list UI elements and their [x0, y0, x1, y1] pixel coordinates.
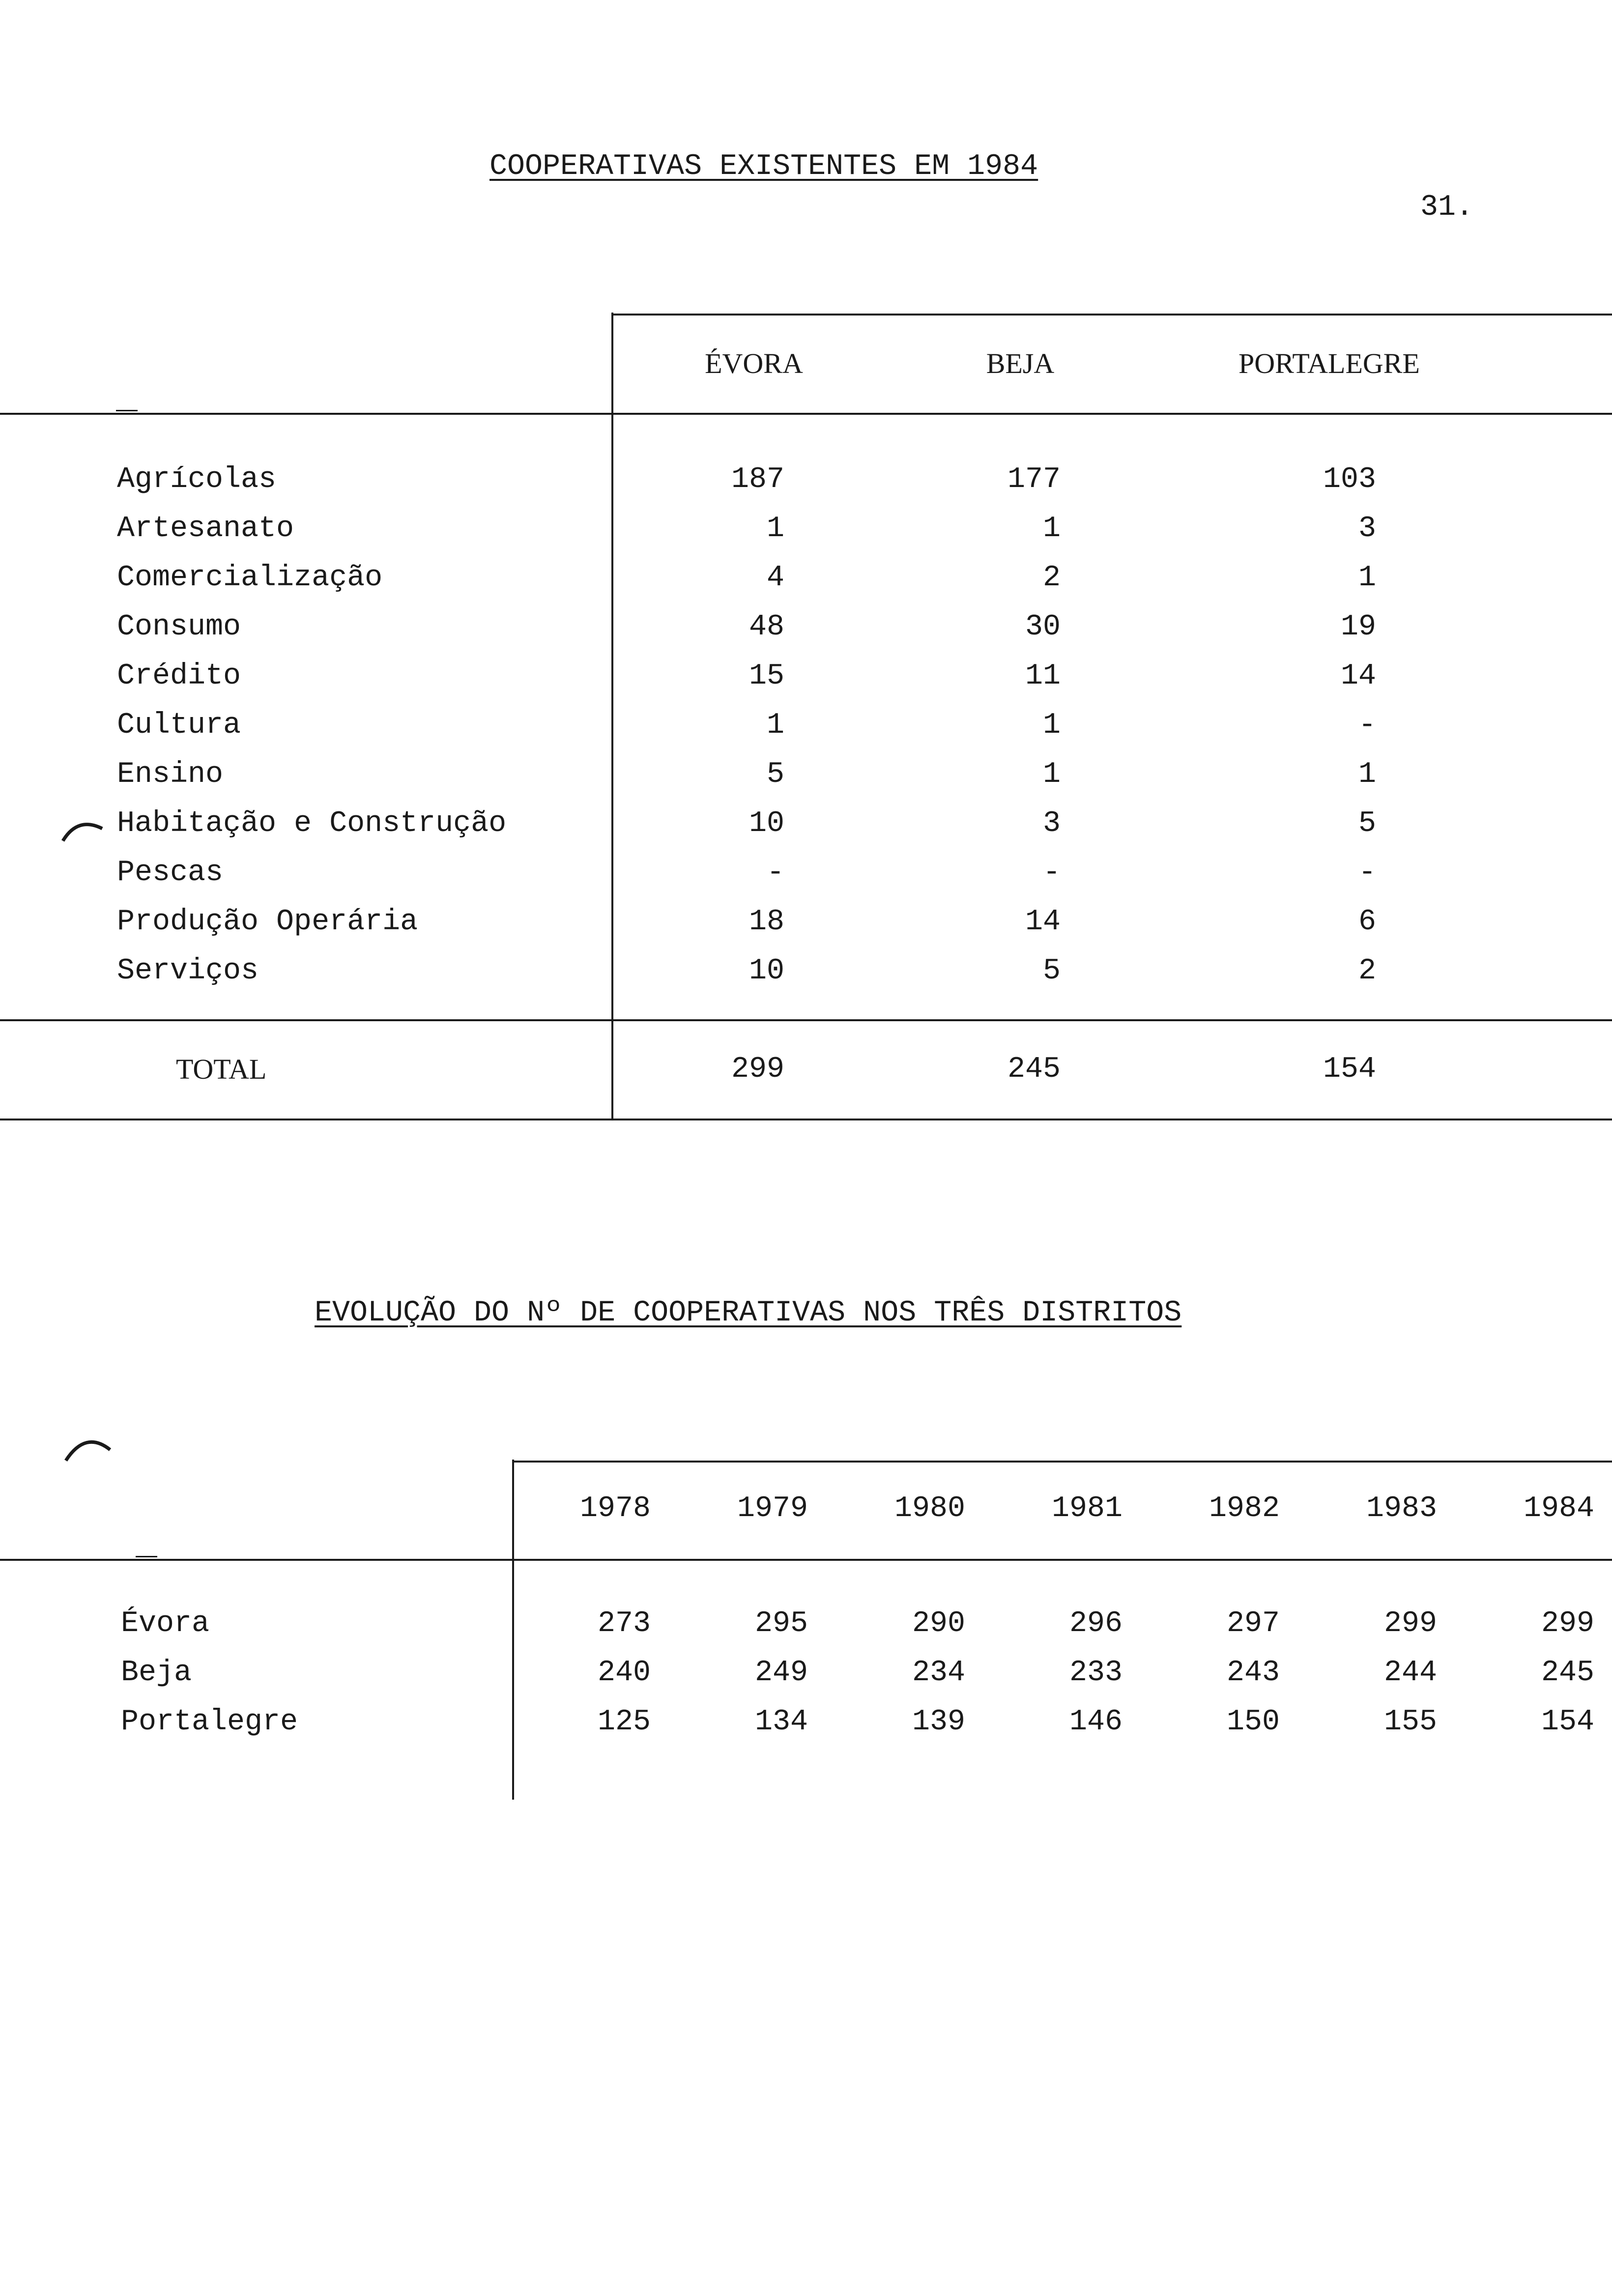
value-1980: 234 — [912, 1656, 965, 1690]
value-portalegre: 103 — [1323, 463, 1376, 496]
total-beja: 245 — [1007, 1053, 1061, 1086]
table1-col-header: ÉVORA — [705, 347, 803, 379]
value-1981: 296 — [1069, 1607, 1123, 1640]
value-1982: 150 — [1226, 1705, 1280, 1739]
row-label: Crédito — [117, 660, 241, 693]
value-1981: 233 — [1069, 1656, 1123, 1690]
value-portalegre: 6 — [1358, 905, 1376, 939]
table1-stub-divider — [611, 313, 613, 1119]
value-1983: 155 — [1383, 1705, 1437, 1739]
table2-year-header: 1980 — [894, 1492, 965, 1525]
value-1984: 299 — [1541, 1607, 1594, 1640]
value-1979: 134 — [754, 1705, 808, 1739]
table2-top-rule — [513, 1461, 1612, 1463]
value-1983: 299 — [1383, 1607, 1437, 1640]
value-1978: 240 — [597, 1656, 651, 1690]
value-evora: 1 — [766, 512, 784, 545]
row-label: Consumo — [117, 610, 241, 644]
value-evora: 15 — [748, 660, 784, 693]
value-beja: - — [1042, 856, 1061, 890]
table1-bottom-rule — [0, 1119, 1612, 1120]
row-label: Serviços — [117, 954, 259, 988]
value-evora: 10 — [748, 954, 784, 988]
table2-year-header: 1984 — [1523, 1492, 1594, 1525]
value-portalegre: 2 — [1358, 954, 1376, 988]
value-beja: 11 — [1025, 660, 1061, 693]
value-1981: 146 — [1069, 1705, 1123, 1739]
table2-header-tick — [136, 1556, 157, 1557]
value-1984: 154 — [1541, 1705, 1594, 1739]
table2-year-header: 1978 — [579, 1492, 651, 1525]
table2-header-rule — [0, 1559, 1612, 1561]
value-1978: 273 — [597, 1607, 651, 1640]
value-1978: 125 — [597, 1705, 651, 1739]
total-evora: 299 — [731, 1053, 784, 1086]
value-beja: 14 — [1025, 905, 1061, 939]
row-label: Cultura — [117, 709, 241, 742]
value-portalegre: 14 — [1340, 660, 1376, 693]
row-label: Pescas — [117, 856, 224, 890]
table2-year-header: 1981 — [1051, 1492, 1123, 1525]
value-portalegre: - — [1358, 709, 1376, 742]
value-portalegre: 5 — [1358, 807, 1376, 840]
margin-mark-icon — [61, 1430, 115, 1464]
value-portalegre: 19 — [1340, 610, 1376, 644]
table1-body-rule — [0, 1019, 1612, 1021]
value-evora: 18 — [748, 905, 784, 939]
value-1982: 297 — [1226, 1607, 1280, 1640]
table2-year-header: 1979 — [737, 1492, 808, 1525]
value-1982: 243 — [1226, 1656, 1280, 1690]
value-beja: 1 — [1042, 512, 1061, 545]
table2-year-header: 1982 — [1209, 1492, 1280, 1525]
value-evora: 5 — [766, 758, 784, 791]
margin-mark-icon — [58, 814, 107, 843]
value-beja: 30 — [1025, 610, 1061, 644]
row-label: Habitação e Construção — [117, 807, 507, 840]
row-label: Comercialização — [117, 561, 383, 595]
table1-top-rule — [612, 314, 1612, 316]
value-1984: 245 — [1541, 1656, 1594, 1690]
value-portalegre: - — [1358, 856, 1376, 890]
value-beja: 1 — [1042, 709, 1061, 742]
value-portalegre: 1 — [1358, 561, 1376, 595]
value-evora: - — [766, 856, 784, 890]
table1-header-tick — [116, 410, 138, 411]
table1-header-rule — [0, 413, 1612, 415]
table1-title: COOPERATIVAS EXISTENTES EM 1984 — [489, 150, 1038, 183]
page-number: 31. — [1420, 191, 1474, 224]
value-evora: 48 — [748, 610, 784, 644]
value-1980: 139 — [912, 1705, 965, 1739]
value-beja: 3 — [1042, 807, 1061, 840]
value-evora: 10 — [748, 807, 784, 840]
value-1979: 249 — [754, 1656, 808, 1690]
value-1979: 295 — [754, 1607, 808, 1640]
row-label: Ensino — [117, 758, 224, 791]
table1-col-header: PORTALEGRE — [1238, 347, 1420, 379]
row-label: Portalegre — [121, 1705, 298, 1739]
row-label: Agrícolas — [117, 463, 277, 496]
value-portalegre: 1 — [1358, 758, 1376, 791]
row-label: Artesanato — [117, 512, 294, 545]
table2-stub-divider — [512, 1460, 514, 1800]
value-beja: 2 — [1042, 561, 1061, 595]
total-label: TOTAL — [176, 1053, 267, 1085]
value-1983: 244 — [1383, 1656, 1437, 1690]
value-beja: 1 — [1042, 758, 1061, 791]
value-beja: 177 — [1007, 463, 1061, 496]
row-label: Produção Operária — [117, 905, 418, 939]
table2-year-header: 1983 — [1366, 1492, 1437, 1525]
value-1980: 290 — [912, 1607, 965, 1640]
row-label: Beja — [121, 1656, 192, 1690]
total-portalegre: 154 — [1323, 1053, 1376, 1086]
table2-title: EVOLUÇÃO DO Nº DE COOPERATIVAS NOS TRÊS DISTRITOS — [315, 1296, 1182, 1330]
value-evora: 187 — [731, 463, 784, 496]
row-label: Évora — [121, 1607, 210, 1640]
table1-col-header: BEJA — [986, 347, 1055, 379]
value-evora: 4 — [766, 561, 784, 595]
value-evora: 1 — [766, 709, 784, 742]
value-beja: 5 — [1042, 954, 1061, 988]
value-portalegre: 3 — [1358, 512, 1376, 545]
